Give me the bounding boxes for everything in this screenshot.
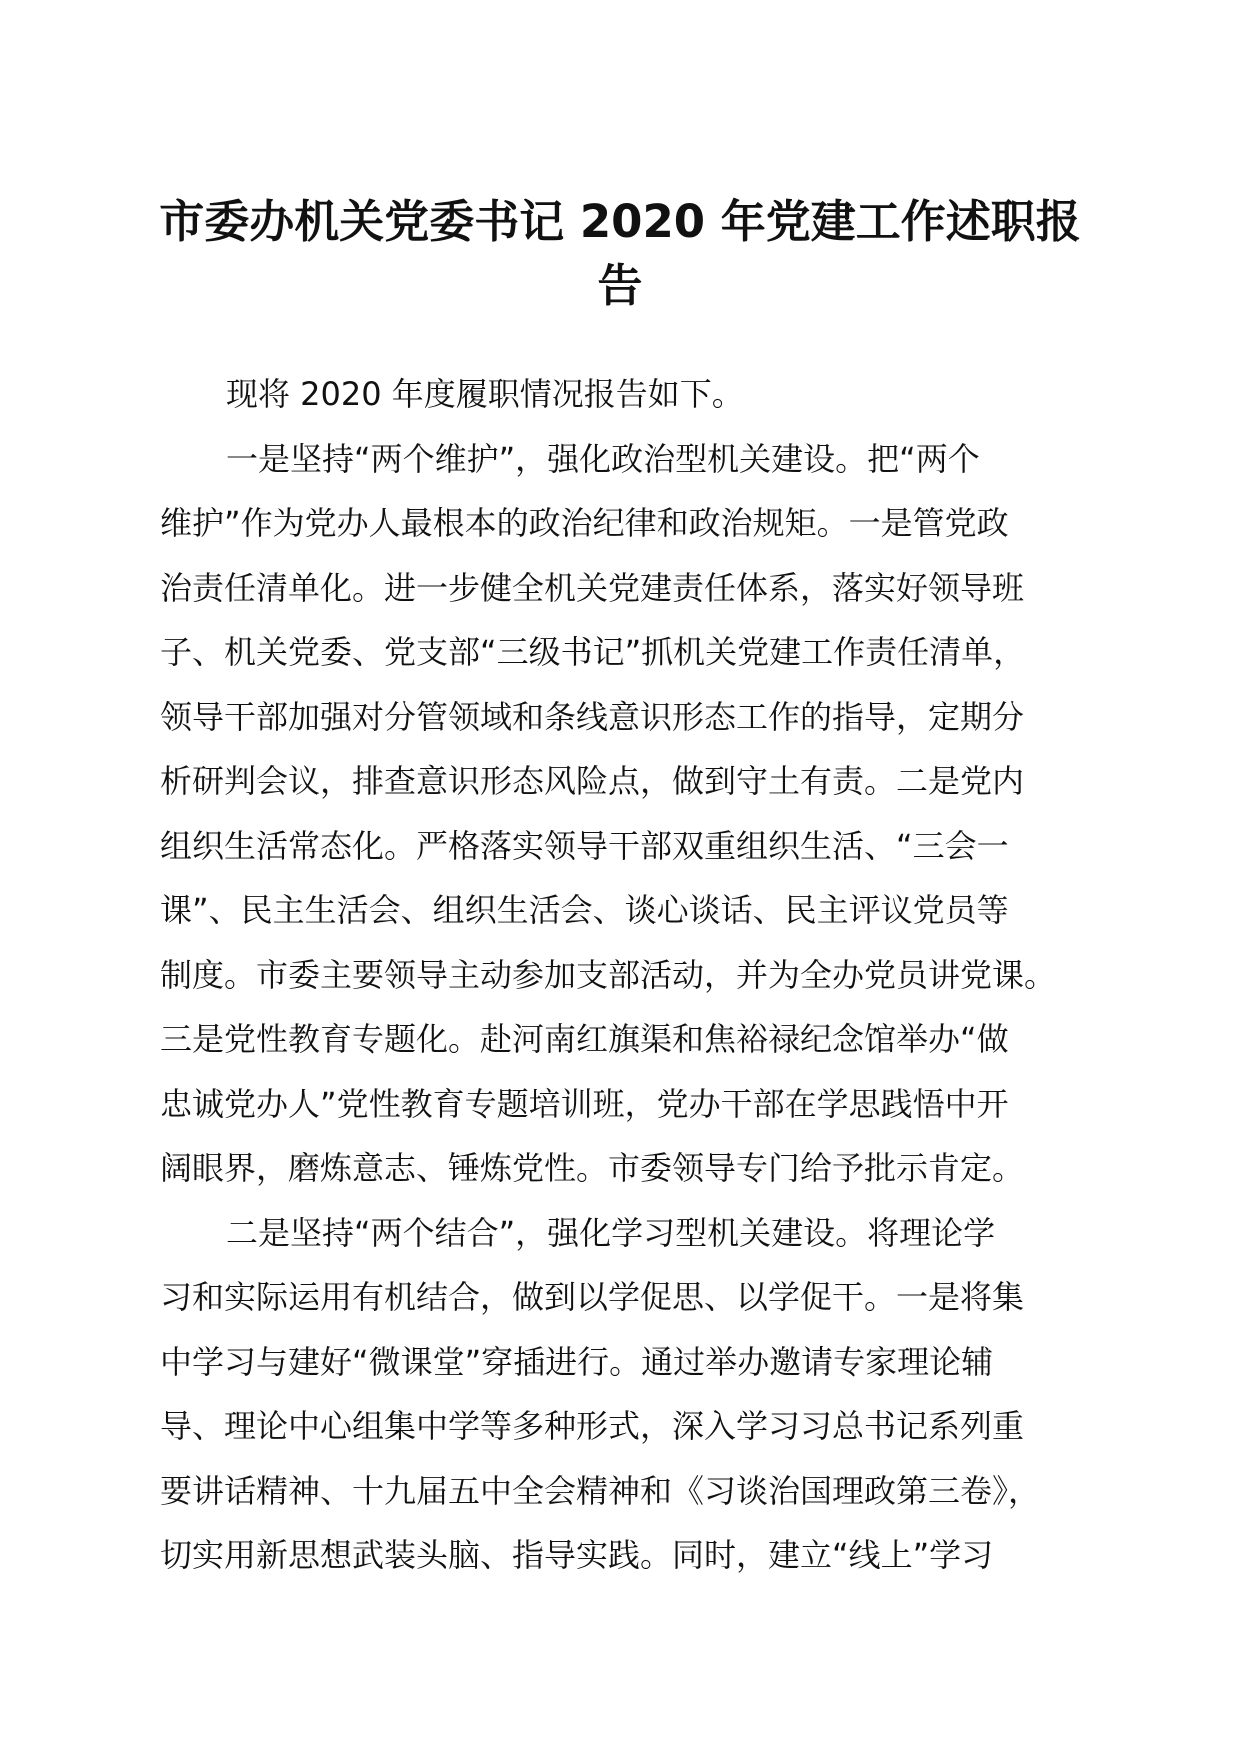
paragraph-2-line: 导、理论中心组集中学等多种形式，深入学习习总书记系列重 bbox=[160, 1407, 1025, 1445]
paragraph-1-line: 课”、民主生活会、组织生活会、谈心谈话、民主评议党员等 bbox=[160, 891, 1009, 929]
document-title bbox=[150, 190, 1090, 318]
title-line-1: 市委办机关党委书记 2020 年党建工作述职报 bbox=[159, 195, 1081, 248]
paragraph-1-line: 领导干部加强对分管领域和条线意识形态工作的指导，定期分 bbox=[160, 697, 1025, 736]
paragraph-1-line: 治责任清单化。进一步健全机关党建责任体系，落实好领导班 bbox=[160, 568, 1025, 607]
paragraph-1-line: 三是党性教育专题化。赴河南红旗渠和焦裕禄纪念馆举办“做 bbox=[160, 1020, 1009, 1058]
paragraph-2-line: 习和实际运用有机结合，做到以学促思、以学促干。一是将集 bbox=[160, 1278, 1025, 1316]
paragraph-1-line: 阔眼界，磨炼意志、锤炼党性。市委领导专门给予批示肯定。 bbox=[160, 1149, 1025, 1187]
paragraph-2-line: 二是坚持“两个结合”，强化学习型机关建设。将理论学 bbox=[226, 1213, 996, 1252]
paragraph-1-line: 一是坚持“两个维护”，强化政治型机关建设。把“两个 bbox=[226, 439, 980, 478]
paragraph-2-line: 切实用新思想武装头脑、指导实践。同时，建立“线上”学习 bbox=[160, 1536, 994, 1574]
paragraph-intro-line: 现将 2020 年度履职情况报告如下。 bbox=[226, 375, 744, 413]
paragraph-2-line: 中学习与建好“微课堂”穿插进行。通过举办邀请专家理论辅 bbox=[160, 1342, 994, 1381]
paragraph-1-line: 析研判会议，排查意识形态风险点，做到守土有责。二是党内 bbox=[160, 762, 1025, 800]
paragraph-2-line: 要讲话精神、十九届五中全会精神和《习谈治国理政第三卷》， bbox=[160, 1471, 1041, 1510]
paragraph-1-line: 子、机关党委、党支部“三级书记”抓机关党建工作责任清单， bbox=[160, 633, 1026, 671]
title-line-2: 告 bbox=[597, 259, 643, 312]
paragraph-1-line: 组织生活常态化。严格落实领导干部双重组织生活、“三会一 bbox=[160, 826, 1009, 865]
paragraph-1-line: 维护”作为党办人最根本的政治纪律和政治规矩。一是管党政 bbox=[160, 504, 1009, 542]
paragraph-1-line: 忠诚党办人”党性教育专题培训班，党办干部在学思践悟中开 bbox=[160, 1084, 1009, 1123]
document-body bbox=[160, 362, 1120, 1588]
paragraph-1-line: 制度。市委主要领导主动参加支部活动，并为全办党员讲党课。 bbox=[160, 955, 1057, 994]
